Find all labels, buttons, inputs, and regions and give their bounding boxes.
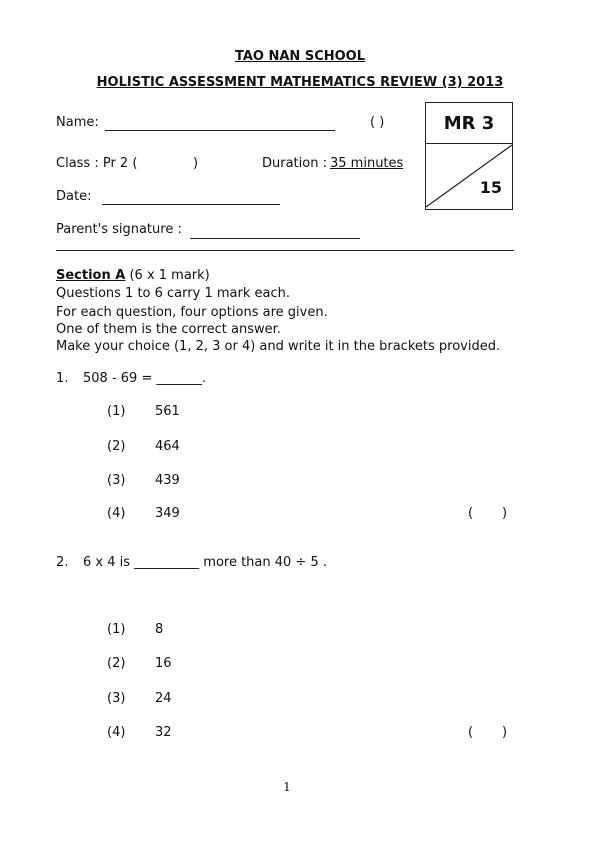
q1-option-4-label: (4) bbox=[107, 506, 126, 521]
q1-option-1-label: (1) bbox=[107, 404, 126, 419]
instruction-2: For each question, four options are given. bbox=[56, 305, 328, 320]
q2-answer-bracket[interactable]: ( ) bbox=[468, 725, 508, 740]
name-line[interactable] bbox=[105, 130, 335, 131]
q1-answer-bracket[interactable]: ( ) bbox=[468, 506, 508, 521]
score-diagonal bbox=[426, 143, 512, 209]
q1-option-4-value: 349 bbox=[155, 506, 180, 521]
q2-option-1-label: (1) bbox=[107, 622, 126, 637]
instruction-4: Make your choice (1, 2, 3 or 4) and write it in the brackets provided. bbox=[56, 339, 501, 354]
date-line[interactable] bbox=[102, 204, 280, 205]
question-1-number: 1. bbox=[56, 371, 69, 386]
index-bracket[interactable]: ( ) bbox=[370, 115, 385, 130]
paper-code: MR 3 bbox=[426, 103, 512, 144]
total-marks: 15 bbox=[479, 178, 502, 197]
q1-option-3-value: 439 bbox=[155, 473, 180, 488]
score-box bbox=[425, 102, 513, 210]
class-label: Class : Pr 2 ( bbox=[56, 156, 138, 171]
q2-option-2-label: (2) bbox=[107, 656, 126, 671]
q1-option-2-label: (2) bbox=[107, 439, 126, 454]
name-label: Name: bbox=[56, 115, 99, 130]
signature-label: Parent's signature : bbox=[56, 222, 182, 237]
question-2-number: 2. bbox=[56, 555, 69, 570]
class-close: ) bbox=[193, 156, 199, 171]
instruction-1: Questions 1 to 6 carry 1 mark each. bbox=[56, 286, 290, 301]
q2-option-3-label: (3) bbox=[107, 691, 126, 706]
instruction-3: One of them is the correct answer. bbox=[56, 322, 281, 337]
q1-option-1-value: 561 bbox=[155, 404, 180, 419]
q1-option-3-label: (3) bbox=[107, 473, 126, 488]
signature-line[interactable] bbox=[190, 238, 360, 239]
duration-label: Duration : bbox=[262, 156, 327, 171]
section-heading bbox=[56, 268, 210, 283]
question-2-text: 6 x 4 is __________ more than 40 ÷ 5 . bbox=[83, 555, 327, 570]
duration-value: 35 minutes bbox=[330, 156, 404, 171]
header-divider bbox=[56, 250, 514, 251]
section-marks: (6 x 1 mark) bbox=[125, 268, 210, 283]
q2-option-1-value: 8 bbox=[155, 622, 164, 637]
assessment-title: HOLISTIC ASSESSMENT MATHEMATICS REVIEW (3) 2013 bbox=[96, 75, 504, 90]
q2-option-4-value: 32 bbox=[155, 725, 172, 740]
q2-option-3-value: 24 bbox=[155, 691, 172, 706]
q1-option-2-value: 464 bbox=[155, 439, 180, 454]
question-1-text: 508 - 69 = _______. bbox=[83, 371, 207, 386]
page-number: 1 bbox=[283, 780, 291, 794]
q2-option-2-value: 16 bbox=[155, 656, 172, 671]
q2-option-4-label: (4) bbox=[107, 725, 126, 740]
section-title: Section A bbox=[56, 268, 126, 283]
date-label: Date: bbox=[56, 189, 92, 204]
school-name: TAO NAN SCHOOL bbox=[234, 49, 365, 64]
